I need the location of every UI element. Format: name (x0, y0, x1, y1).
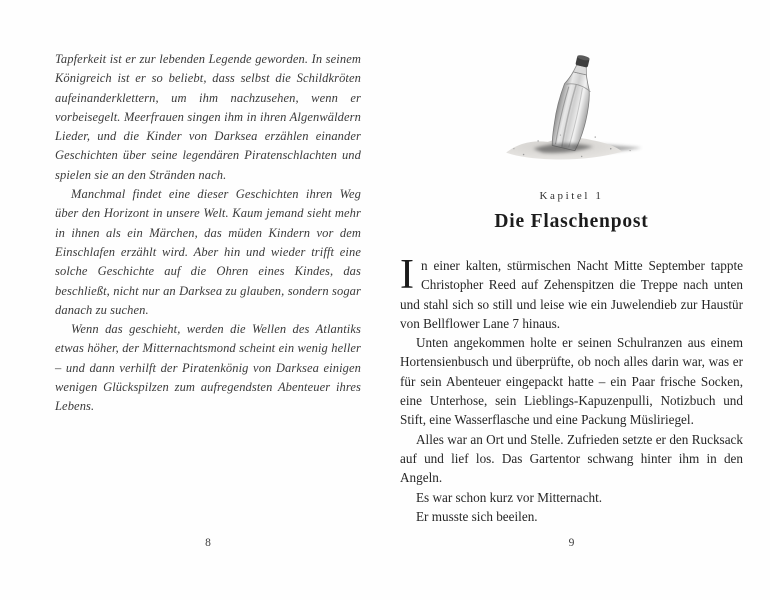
paragraph: Es war schon kurz vor Mitternacht. (416, 489, 603, 505)
chapter-title: Die Flaschenpost (494, 211, 649, 232)
right-page-number: 9 (568, 537, 575, 549)
right-page (400, 48, 743, 526)
chapter-label: Kapitel 1 (539, 190, 604, 202)
paragraph: In einer kalten, stürmischen Nacht Mitte September tappte Christopher Reed auf Zehenspitzen die Treppe nach unten und stahl sich so still und leise wie ein Juwelendieb zur Haustür von Bellflower Lane 7 hinaus. (400, 252, 743, 331)
paragraph: Manchmal findet eine dieser Geschichten ihren Weg über den Horizont in unsere Welt. Kaum jemand sieht mehr in ihnen als ein Märchen, das müden Kindern vor dem Einschlafen erzählt wird. Aber hin und wieder trifft eine solche Geschichte auf die Ohren eines Kindes, das beschließt, nicht nur an Darksea zu glauben, sondern sogar danach zu suchen. (55, 187, 361, 317)
message-bottle-illustration (492, 48, 652, 170)
left-page-text (55, 50, 361, 417)
paragraph: Tapferkeit ist er zur lebenden Legende geworden. In seinem Königreich ist er so beliebt, dass selbst die Schildkröten aufeinanderklettern, um ihm nachzusehen, wenn er vorbeisegelt. Meerfrauen singen ihm in ihren Algenwäldern Lieder, und die Kinder von Darksea erzählen einander Geschichten über seine legendären Piratenschlachten und spielen sie an den Stränden nach. (55, 52, 361, 182)
drop-cap: I (400, 252, 414, 298)
paragraph: Er musste sich beeilen. (416, 508, 538, 524)
paragraph: Unten angekommen holte er seinen Schulranzen aus einem Hortensienbusch und überprüfte, ob noch alles darin war, was er für sein Abenteuer eingepackt hatte – ein Paar frische Socken, eine Unterhose, sein Lieblings-Kapuzenpulli, Notizbuch und Stift, eine Wasserflasche und eine Packung Müsliriegel. (400, 335, 743, 428)
right-page-text (400, 252, 743, 526)
paragraph: Alles war an Ort und Stelle. Zufrieden setzte er den Rucksack auf und lief los. Das Gartentor schwang hinter ihm in den Angeln. (400, 431, 743, 486)
left-page-number: 8 (205, 537, 211, 549)
paragraph: Wenn das geschieht, werden die Wellen des Atlantiks etwas höher, der Mitternachtsmond scheint ein wenig heller – und dann verhilft der Piratenkönig von Darksea einigen wenigen Glückspilzen zum aufregendsten Abenteuer ihres Lebens. (55, 322, 361, 414)
